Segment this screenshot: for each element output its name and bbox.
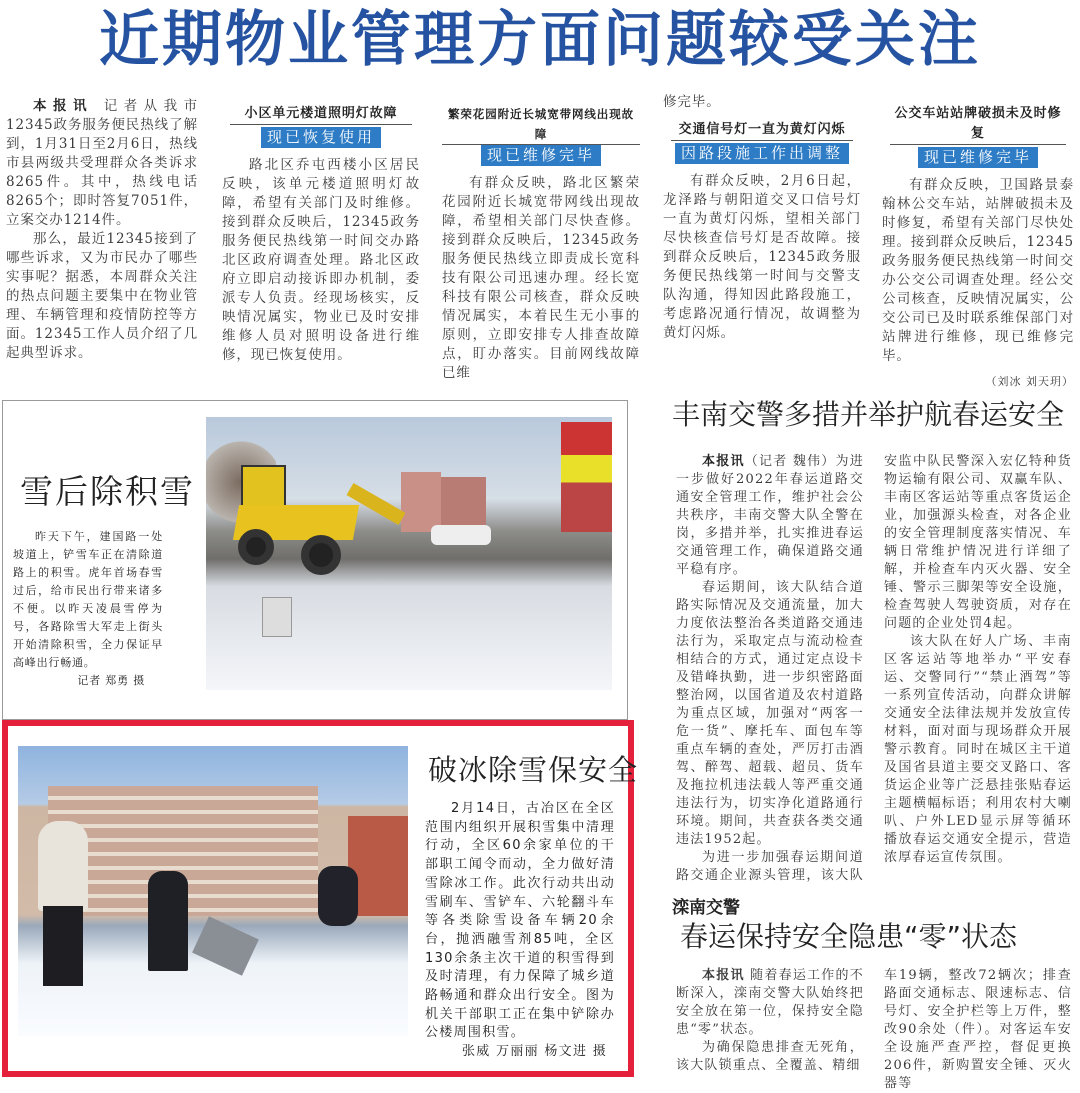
- case-result: 现已维修完毕: [918, 147, 1038, 168]
- luannan-headline: 春运保持安全隐患“零”状态: [680, 920, 1018, 953]
- luannan-body: [676, 967, 1072, 1093]
- lead-label: 本报讯: [33, 98, 93, 114]
- article-text: 为进一步做好2022年春运道路交通安全管理工作，维护社会公共秩序，丰南交警大队全警在岗，多措并举，扎实推进春运交通管理工作，确保道路交通平稳有序。: [676, 454, 864, 577]
- case-body: 有群众反映，卫国路景泰翰林公交车站，站牌破损未及时修复，希望有关部门尽快处理。接到群众反映后，12345政务服务便民热线第一时间交办公交公司调查处理。经公交公司核查，反映情况属实，公交公司已及时联系维保部门对站牌进行维修，现已维修完毕。: [882, 177, 1074, 364]
- case-body: 有群众反映，2月6日起，龙泽路与朝阳道交叉口信号灯一直为黄灯闪烁，望相关部门尽快核查信号灯是否故障。接到群众反映后，12345政务服务便民热线第一时间与交警支队沟通，得知因此路段施工，考虑路况通行情况，故调整为黄灯闪烁。: [663, 173, 861, 341]
- photo-credit: 记者 郑勇 摄: [77, 674, 145, 687]
- luannan-kicker: 滦南交警: [672, 898, 740, 918]
- shop-building: [561, 422, 612, 532]
- case-result: 现已恢复使用: [261, 127, 381, 148]
- case-2-continued: 修完毕。: [663, 94, 721, 110]
- case-1: [222, 104, 420, 365]
- lead-label: 本报讯: [702, 454, 745, 469]
- building: [401, 472, 441, 532]
- loader-wheel: [238, 529, 274, 565]
- intro-p1: [6, 97, 198, 230]
- case-4: [882, 104, 1074, 391]
- caption-text: 昨天下午，建国路一处坡道上，铲雪车正在清除道路上的积雪。虎年首场春雪过后，给市民出行带来诸多不便。以昨天凌晨雪停为号，各路除雪大军走上街头开始清除积雪，全力保证早高峰出行畅通。: [13, 530, 163, 669]
- page-title: 近期物业管理方面问题较受关注: [99, 5, 981, 75]
- article-text: 随着春运工作的不断深入，滦南交警大队始终把安全放在第一位，保持安全隐患“零”状态。: [676, 968, 864, 1037]
- caption-text: 2月14日，古冶区在全区范围内组织开展积雪集中清理行动，全区60余家单位的干部职工闻令而动，全力做好清雪除冰工作。此次行动共出动雪刷车、雪铲车、六轮翻斗车等各类除雪设备车辆20余台，抛洒融雪剂85吨，全区130余条主次干道的积雪得到及时清理，有力保障了城乡道路畅通和群众出行安全。图为机关干部职工正在集中铲除办公楼周围积雪。: [425, 801, 615, 1041]
- article-text: 春运期间，该大队结合道路实际情况及交通流量，加大力度依法整治各类道路交通违法行为，采取定点与流动检查相结合的方式，通过定点设卡及错峰执勤，进一步织密路面整治网，以国省道及农村道路为重点区域，加强对“两客一危一货”、摩托车、面包车等重点车辆的查处，严厉打击酒驾、醉驾、超载、超员、货车及拖拉机违法载人等严重交通违法行为，切实净化道路通行环境。期间，共查获各类交通违法1952起。: [676, 580, 864, 847]
- article-text: 车19辆，整改72辆次；排查路面交通标志、限速标志、信号灯、安全护栏等上万件，整改90余处（件）。对客运车安全设施严查严控，督促更换206件，新购置安全锤、灭火器等: [884, 968, 1072, 1091]
- loader-wheel: [301, 535, 341, 575]
- fengnan-p1: [676, 453, 864, 579]
- worker-legs: [43, 906, 83, 986]
- luannan-col-2: [884, 967, 1072, 1093]
- case-heading: 小区单元楼道照明灯故障: [230, 104, 412, 125]
- case-heading: 繁荣花园附近长城宽带网线出现故障: [442, 104, 640, 145]
- post: [262, 597, 292, 637]
- snow-photo-caption: [13, 528, 163, 690]
- snow-shovel: [192, 916, 259, 975]
- case-3: [663, 93, 861, 343]
- luannan-col-1: [676, 967, 864, 1093]
- byline: （刘冰 刘天玥）: [985, 375, 1074, 388]
- ice-clearing-photo: [18, 746, 408, 1036]
- ice-photo-title: 破冰除雪保安全: [428, 753, 639, 787]
- case-result: 因路段施工作出调整: [675, 143, 849, 164]
- loader-cab: [241, 465, 286, 510]
- intro-p2: 那么，最近12345接到了哪些诉求，又为市民办了哪些实事呢？据悉，本周群众关注的热点问题主要集中在物业管理、车辆管理和疫情防控等方面。12345工作人员介绍了几起典型诉求。: [6, 231, 198, 361]
- article-text: 该大队在好人广场、丰南区客运站等地举办“平安春运、交警同行”“禁止酒驾”等一系列宣传活动，向群众讲解交通安全法律法规并发放宣传材料，面对面与现场群众开展警示教育。同时在城区主干道及国省县道主要交叉路口、客货运企业等广泛悬挂张贴春运主题横幅标语；利用农村大喇叭、户外LED显示屏等循环播放春运交通安全提示，营造浓厚春运宣传氛围。: [884, 634, 1072, 865]
- intro-text: 记者从我市12345政务服务便民热线了解到，1月31日至2月6日，热线市县两级共受理群众各类诉求8265件。其中，热线电话8265个；即时答复7051件，立案交办1214件。: [6, 98, 198, 228]
- article-text: 为进一步加强春运期间道路交通企业源头管理，该大队安监中队民警深入宏亿特种货物运输有限公司、双赢车队、丰南区客运站等重点客货运企业，加强源头检查，对各企业的安全管理制度落实情况、车辆日常维护情况进行详细了解，并检查车内灭火器、安全锤、警示三脚架等安全设施，检查驾驶人驾驶资质，对存在问题的企业处罚4起。: [676, 454, 1072, 883]
- snow-loader-photo: [206, 417, 612, 690]
- article-text: 为确保隐患排查无死角，该大队锁重点、全覆盖、精细: [676, 1040, 864, 1073]
- worker: [148, 871, 188, 971]
- fengnan-body: [676, 453, 1072, 885]
- right-articles: [672, 397, 1076, 1093]
- case-body: 有群众反映，路北区繁荣花园附近长城宽带网线出现故障，希望相关部门尽快查修。接到群众反映后，12345政务服务便民热线立即责成长宽科技有限公司迅速办理。经长宽科技有限公司核查，群众反映情况属实，本着民生无小事的原则，立即安排专人排查故障点，盯办落实。目前网线故障已维: [442, 175, 640, 381]
- byline: （记者 魏伟）: [744, 454, 836, 469]
- intro-article: [6, 97, 198, 363]
- ice-photo-caption: [425, 800, 615, 1062]
- lead-label: 本报讯: [702, 968, 745, 983]
- case-heading: 交通信号灯一直为黄灯闪烁: [671, 120, 853, 141]
- case-body: 路北区乔屯西楼小区居民反映，该单元楼道照明灯故障，希望有关部门及时维修。接到群众反映后，12345政务服务便民热线第一时间交办路北区政府调查处理。路北区政府立即启动接诉即办机制，委派专人负责。经现场核实，反映情况属实，物业已及时安排维修人员对照明设备进行维修，现已恢复使用。: [222, 157, 420, 363]
- snow-photo-title: 雪后除积雪: [20, 472, 195, 511]
- worker: [318, 866, 358, 926]
- case-heading: 公交车站站牌破损未及时修复: [890, 104, 1066, 145]
- worker-white-coat: [38, 821, 88, 911]
- case-2: [442, 104, 640, 383]
- car: [431, 525, 491, 545]
- fengnan-headline: 丰南交警多措并举护航春运安全: [672, 398, 1065, 431]
- building: [441, 477, 486, 527]
- case-result: 现已维修完毕: [481, 145, 601, 166]
- photo-credit: 张威 万丽丽 杨文进 摄: [462, 1044, 607, 1060]
